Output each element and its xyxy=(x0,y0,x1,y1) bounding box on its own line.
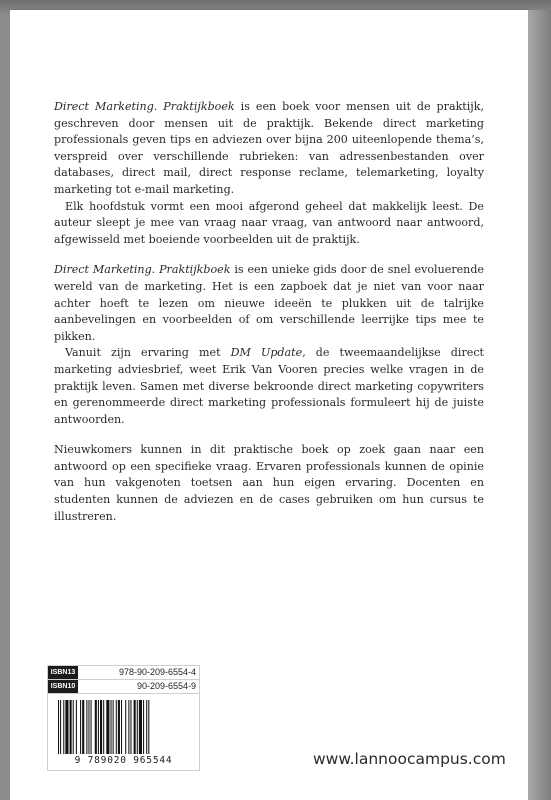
barcode-bar xyxy=(86,700,87,754)
barcode-bar xyxy=(125,700,126,754)
paragraph-3: Direct Marketing. Praktijkboek is een unieke gids door de snel evoluerende wereld van de marketing. Het is een zapboek dat je niet van voor naar achter hoeft te lezen om nieuwe ideeën te plukken uit de talrijke aanbevelingen en voorbeelden of om verschillende leerrijke tips mee te pikken. xyxy=(54,263,484,343)
paragraph-5: Nieuwkomers kunnen in dit praktische boek op zoek gaan naar een antwoord op een specifieke vraag. Ervaren professionals kunnen de opinie van hun vakgenoten toetsen aan hun eigen ervaring. Docenten en studenten kunnen de adviezen en de cases gebruiken om hun cursus te illustreren. xyxy=(54,443,484,523)
barcode-bar xyxy=(143,700,144,754)
barcode xyxy=(56,700,192,754)
barcode-bar xyxy=(65,700,68,754)
barcode-bar xyxy=(70,700,72,754)
barcode-bar xyxy=(148,700,149,754)
barcode-bar xyxy=(76,700,77,754)
barcode-bar xyxy=(91,700,92,754)
blurb-text xyxy=(54,99,484,525)
book-spine-edge xyxy=(528,10,551,800)
barcode-bar xyxy=(134,700,136,754)
isbn13-value: 978-90-209-6554-4 xyxy=(118,667,196,677)
isbn10-label: ISBN10 xyxy=(48,680,78,693)
isbn10-row xyxy=(48,680,199,694)
barcode-bar xyxy=(118,700,120,754)
isbn-barcode-box xyxy=(47,665,200,771)
barcode-bar xyxy=(88,700,89,754)
barcode-bar xyxy=(106,700,109,754)
paragraph-1: Direct Marketing. Praktijkboek is een boek voor mensen uit de praktijk, geschreven door mensen uit de praktijk. Bekende direct marketing professionals geven tips en adviezen over bijna 200 uiteenlopende thema’s, verspreid over verschillende rubrieken: van adressenbestanden over databases, direct mail, direct response reclame, telemarketing, loyalty marketing tot e-mail marketing. xyxy=(54,100,484,196)
barcode-bar xyxy=(80,700,81,754)
isbn13-row xyxy=(48,666,199,680)
barcode-bar xyxy=(60,700,61,754)
book-title-italic: Direct Marketing. Praktijkboek xyxy=(54,100,235,113)
barcode-bar xyxy=(139,700,142,754)
barcode-bar xyxy=(137,700,138,754)
barcode-bar xyxy=(113,700,114,754)
barcode-bar xyxy=(111,700,112,754)
barcode-bar xyxy=(103,700,104,754)
paragraph-2: Elk hoofdstuk vormt een mooi afgerond geheel dat makkelijk leest. De auteur sleept je mee van vraag naar vraag, van antwoord naar antwoord, afgewisseld met boeiende voorbeelden uit de praktijk. xyxy=(54,199,484,246)
isbn10-value: 90-209-6554-9 xyxy=(136,681,196,691)
barcode-bar xyxy=(58,700,59,754)
barcode-digits: 9 789020 965544 xyxy=(74,755,173,766)
barcode-bar xyxy=(121,700,122,754)
barcode-bar xyxy=(116,700,117,754)
barcode-bar xyxy=(73,700,74,754)
publisher-website: www.lannoocampus.com xyxy=(313,750,506,768)
barcode-bar xyxy=(130,700,131,754)
dm-update-italic: DM Update xyxy=(230,346,303,360)
barcode-bar xyxy=(146,700,147,754)
book-title-italic: Direct Marketing. Praktijkboek xyxy=(54,263,231,277)
barcode-bar xyxy=(82,700,84,754)
barcode-bar xyxy=(95,700,97,754)
barcode-bar xyxy=(100,700,102,754)
isbn13-label: ISBN13 xyxy=(48,666,78,679)
barcode-bar xyxy=(128,700,129,754)
barcode-bar xyxy=(98,700,99,754)
barcode-bar xyxy=(63,700,64,754)
paragraph-4: Vanuit zijn ervaring met DM Update, de tweemaandelijkse direct marketing adviesbrief, weet Erik Van Vooren precies welke vragen in de praktijk leven. Samen met diverse bekroonde direct marketing copywriters en gerenommeerde direct marketing professionals formuleert hij de juiste antwoorden. xyxy=(54,346,484,426)
